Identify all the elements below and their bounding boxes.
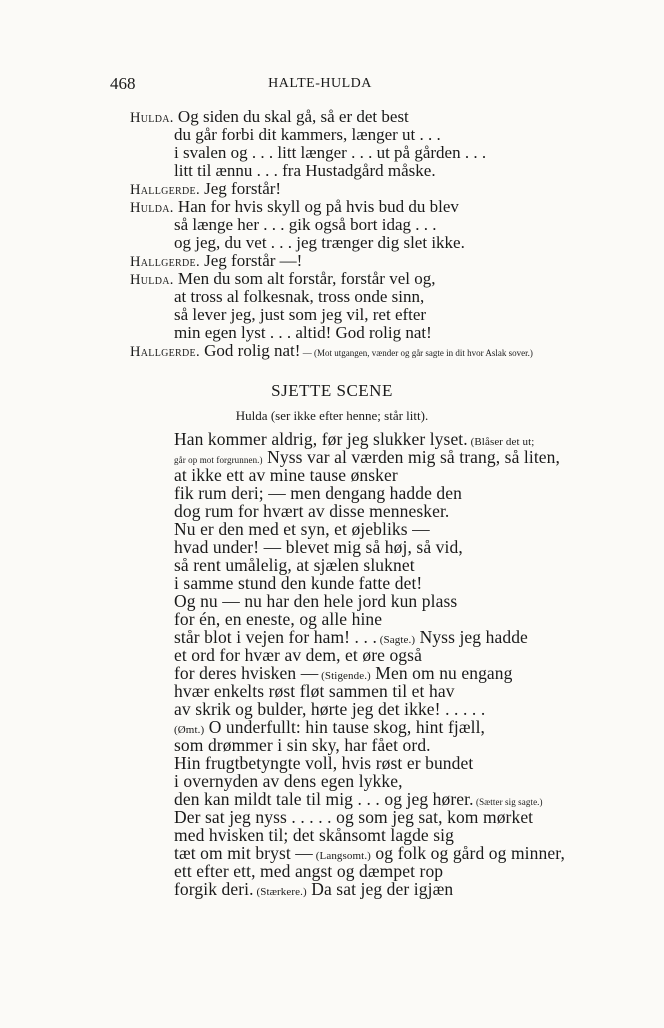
speaker-name: Hulda.	[130, 200, 174, 216]
verse-line: fik rum deri; — men dengang hadde den	[174, 483, 462, 503]
verse-line: Nu er den med et syn, et øjebliks —	[174, 519, 430, 539]
verse-line: så rent umålelig, at sjælen sluknet	[174, 555, 415, 575]
verse-line: står blot i vejen for ham! . . . (Sagte.) Nyss jeg hadde	[174, 627, 528, 647]
verse-line: for deres hvisken — (Stigende.) Men om nu engang	[174, 663, 513, 683]
dialogue-line: Hallgerde. God rolig nat! — (Mot utgangen, vænder og går sagte in dit hvor Aslak sover.)	[130, 341, 533, 360]
stage-direction: (Sagte.)	[376, 634, 416, 646]
stage-direction: (Sætter sig sagte.)	[473, 797, 543, 807]
verse-line: at ikke ett av mine tause ønsker	[174, 465, 398, 485]
stage-direction: (Stærkere.)	[253, 886, 307, 898]
dialogue-line: min egen lyst . . . altid! God rolig nat!	[174, 323, 432, 342]
dialogue-line: du går forbi dit kammers, længer ut . . .	[174, 125, 441, 144]
dialogue-line: i svalen og . . . litt længer . . . ut på gården . . .	[174, 143, 487, 162]
dialogue-line: litt til ænnu . . . fra Hustadgård måske.	[174, 161, 436, 180]
scene-description: Hulda (ser ikke efter henne; står litt).	[235, 408, 429, 423]
scene-title: SJETTE SCENE	[271, 381, 393, 400]
dialogue-line: og jeg, du vet . . . jeg trænger dig slet ikke.	[174, 233, 465, 252]
dialogue-line: Hulda. Og siden du skal gå, så er det best	[130, 107, 409, 126]
running-title: HALTE-HULDA	[268, 76, 372, 91]
dialogue-line: så længe her . . . gik også bort idag . . .	[174, 215, 437, 234]
verse-line: Han kommer aldrig, før jeg slukker lyset. (Blåser det ut;	[174, 429, 535, 449]
verse-line: som drømmer i sin sky, har fået ord.	[174, 735, 431, 755]
dialogue-line: Hulda. Men du som alt forstår, forstår vel og,	[130, 269, 436, 288]
stage-direction: (Ømt.)	[174, 724, 205, 736]
verse-line: i overnyden av dens egen lykke,	[174, 771, 403, 791]
stage-direction: (Blåser det ut;	[467, 436, 535, 448]
verse-line: Og nu — nu har den hele jord kun plass	[174, 591, 458, 611]
verse-line: av skrik og bulder, hørte jeg det ikke! . . . . .	[174, 699, 486, 719]
stage-direction: går op mot forgrunnen.)	[174, 455, 263, 465]
verse-line: forgik deri. (Stærkere.) Da sat jeg der igjæn	[174, 879, 454, 899]
verse-line: dog rum for hvært av disse mennesker.	[174, 501, 450, 521]
verse-line: den kan mildt tale til mig . . . og jeg hører. (Sætter sig sagte.)	[174, 789, 543, 809]
verse-line: hvær enkelts røst fløt sammen til et hav	[174, 681, 455, 701]
verse-line: for én, en eneste, og alle hine	[174, 609, 383, 629]
verse-line: med hvisken til; det skånsomt lagde sig	[174, 825, 454, 845]
dialogue-line: at tross al folkesnak, tross onde sinn,	[174, 287, 425, 306]
verse-line: (Ømt.) O underfullt: hin tause skog, hint fjæll,	[174, 717, 486, 737]
verse-line: tæt om mit bryst — (Langsomt.) og folk og gård og minner,	[174, 843, 565, 863]
page-header	[110, 74, 530, 96]
dialogue-line: Hallgerde. Jeg forstår!	[130, 179, 282, 198]
speaker-name: Hallgerde.	[130, 344, 200, 360]
verse-line: et ord for hvær av dem, et øre også	[174, 645, 422, 665]
dialogue-line: så lever jeg, just som jeg vil, ret efter	[174, 305, 427, 324]
verse-line: ett efter ett, med angst og dæmpet rop	[174, 861, 444, 881]
verse-line: i samme stund den kunde fatte det!	[174, 573, 423, 593]
speaker-name: Hulda.	[130, 110, 174, 126]
stage-direction: (Langsomt.)	[312, 850, 371, 862]
stage-direction: — (Mot utgangen, vænder og går sagte in dit hvor Aslak sover.)	[300, 348, 533, 358]
verse-line: går op mot forgrunnen.) Nyss var al værden mig så trang, så liten,	[174, 447, 560, 467]
speaker-name: Hallgerde.	[130, 182, 200, 198]
verse-line: Der sat jeg nyss . . . . . og som jeg sat, kom mørket	[174, 807, 534, 827]
page-number: 468	[110, 74, 136, 93]
verse-line: Hin frugtbetyngte voll, hvis røst er bundet	[174, 753, 474, 773]
dialogue-line: Hulda. Han for hvis skyll og på hvis bud du blev	[130, 197, 459, 216]
speaker-name: Hallgerde.	[130, 254, 200, 270]
verse-line: hvad under! — blevet mig så høj, så vid,	[174, 537, 463, 557]
dialogue-line: Hallgerde. Jeg forstår —!	[130, 251, 303, 270]
speaker-name: Hulda.	[130, 272, 174, 288]
stage-direction: (Stigende.)	[318, 670, 371, 682]
